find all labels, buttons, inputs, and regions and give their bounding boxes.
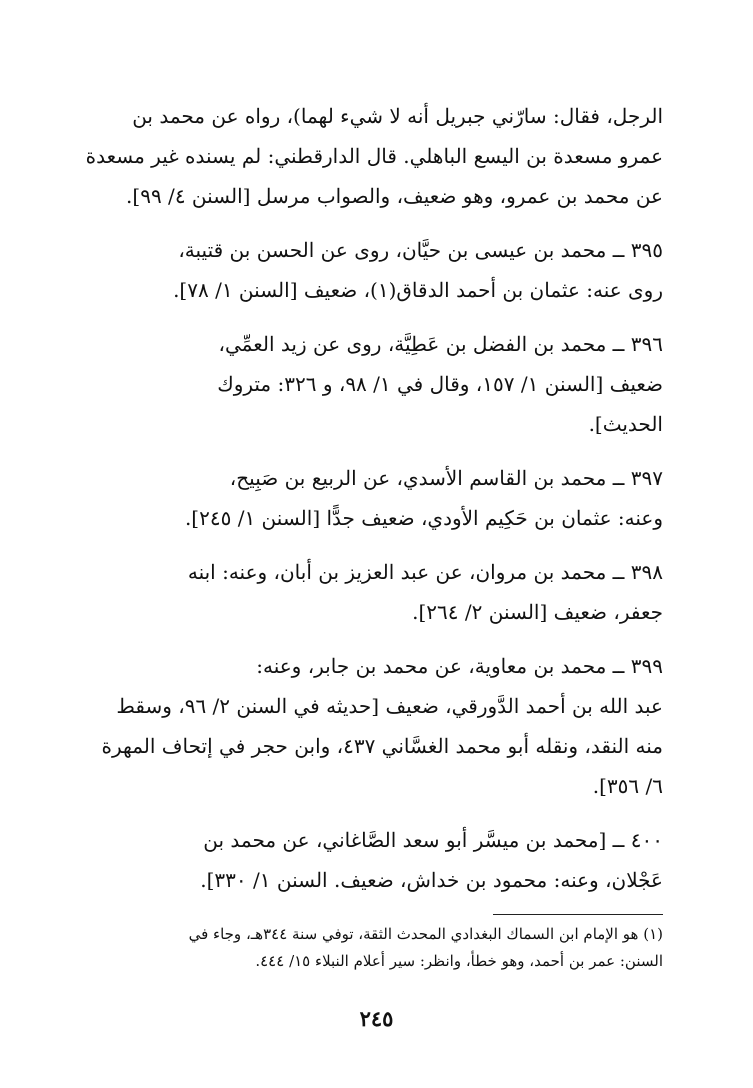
entries-list (85, 96, 663, 900)
entry-line: منه النقد، ونقله أبو محمد الغسَّاني ٤٣٧، وابن حجر في إتحاف المهرة (101, 734, 663, 758)
entry-line: ٣٩٥ ــ محمد بن عيسى بن حيَّان، روى عن الحسن بن قتيبة، (178, 238, 663, 262)
entry-line: الرجل، فقال: سارّني جبريل أنه لا شيء لهما)، رواه عن محمد بن (132, 104, 663, 128)
entry-line: ٣٩٨ ــ محمد بن مروان، عن عبد العزيز بن أبان، وعنه: ابنه (187, 560, 663, 584)
footnote-divider (493, 914, 663, 915)
entry-line: عمرو مسعدة بن اليسع الباهلي. قال الدارقطني: لم يسنده غير مسعدة (85, 144, 663, 168)
footnote-line: (١) هو الإمام ابن السماك البغدادي المحدث الثقة، توفي سنة ٣٤٤هـ، وجاء في (188, 925, 663, 943)
entry-line: ٣٩٧ ــ محمد بن القاسم الأسدي، عن الربيع بن صَبِيح، (229, 466, 663, 490)
page-number: ٢٤٥ (359, 1006, 394, 1031)
entry-399 (85, 646, 663, 806)
entry-line: عبد الله بن أحمد الدَّورقي، ضعيف [حديثه في السنن ٢/ ٩٦، وسقط (116, 694, 663, 718)
entry-line: عن محمد بن عمرو، وهو ضعيف، والصواب مرسل [السنن ٤/ ٩٩]. (126, 184, 663, 208)
footnotes (85, 921, 663, 975)
entry-397 (85, 458, 663, 538)
entry-line: عَجْلان، وعنه: محمود بن خداش، ضعيف. السنن ١/ ٣٣٠]. (200, 868, 663, 892)
entry-398 (85, 552, 663, 632)
entry-400 (85, 820, 663, 900)
entry-line: جعفر، ضعيف [السنن ٢/ ٢٦٤]. (412, 600, 663, 624)
entry-line: ٣٩٦ ــ محمد بن الفضل بن عَطِيَّة، روى عن زيد العمِّي، (218, 332, 663, 356)
entry-line: الحديث]. (588, 412, 663, 436)
entry-line: وعنه: عثمان بن حَكِيم الأودي، ضعيف جدًّا [السنن ١/ ٢٤٥]. (184, 506, 663, 530)
entry-line: روى عنه: عثمان بن أحمد الدقاق(١)، ضعيف [السنن ١/ ٧٨]. (173, 278, 663, 302)
entry-396 (85, 324, 663, 444)
entry-line: ٤٠٠ ــ [محمد بن ميسَّر أبو سعد الصَّاغاني، عن محمد بن (203, 828, 663, 852)
entry-continuation (85, 96, 663, 216)
entry-line: ٦/ ٣٥٦]. (592, 774, 663, 798)
entry-line: ٣٩٩ ــ محمد بن معاوية، عن محمد بن جابر، وعنه: (256, 654, 663, 678)
entry-line: ضعيف [السنن ١/ ١٥٧، وقال في ١/ ٩٨، و ٣٢٦: متروك (217, 372, 663, 396)
footnote-line: السنن: عمر بن أحمد، وهو خطأ، وانظر: سير أعلام النبلاء ١٥/ ٤٤٤. (255, 952, 663, 970)
entry-395 (85, 230, 663, 310)
